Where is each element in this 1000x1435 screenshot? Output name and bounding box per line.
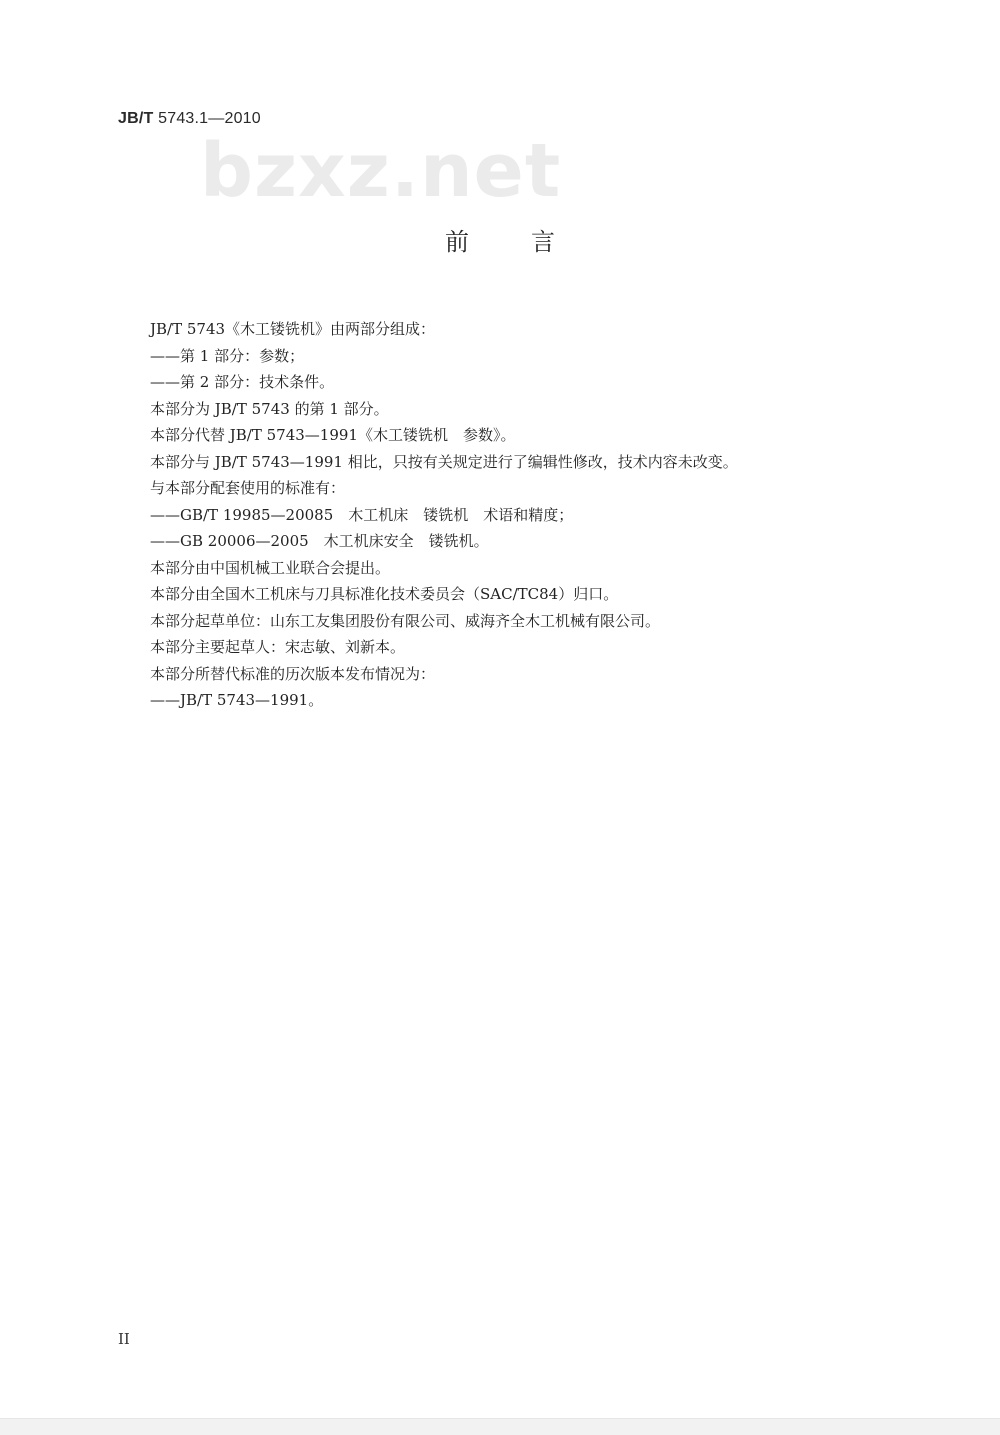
- paragraph-line: 本部分由中国机械工业联合会提出。: [150, 558, 391, 577]
- standard-code: [118, 110, 261, 128]
- paragraph-line: 本部分由全国木工机床与刀具标准化技术委员会（SAC/TC84）归口。: [150, 585, 619, 603]
- standard-prefix: JB/T: [118, 110, 154, 127]
- foreword-body: [150, 316, 870, 714]
- paragraph-line: 本部分为 JB/T 5743 的第 1 部分。: [150, 399, 389, 418]
- viewer-bottom-bar: [0, 1418, 1000, 1435]
- paragraph-line: 本部分起草单位：山东工友集团股份有限公司、威海齐全木工机械有限公司。: [150, 611, 661, 630]
- standard-number: 5743.1—2010: [153, 110, 261, 127]
- page-title: 前言: [445, 228, 617, 256]
- paragraph-line: ——GB/T 19985—20085 木工机床 镂铣机 术语和精度；: [150, 505, 574, 524]
- paragraph-line: ——GB 20006—2005 木工机床安全 镂铣机。: [150, 532, 489, 550]
- paragraph-line: 本部分代替 JB/T 5743—1991《木工镂铣机 参数》。: [150, 426, 516, 444]
- watermark: bzxz.net: [200, 128, 562, 214]
- paragraph-line: JB/T 5743《木工镂铣机》由两部分组成：: [150, 320, 436, 338]
- paragraph-line: 本部分主要起草人：宋志敏、刘新本。: [150, 638, 406, 656]
- paragraph-line: 本部分与 JB/T 5743—1991 相比，只按有关规定进行了编辑性修改，技术内容未改变。: [150, 452, 738, 471]
- paragraph-line: ——JB/T 5743—1991。: [150, 691, 324, 709]
- paragraph-line: ——第 2 部分：技术条件。: [150, 373, 335, 391]
- page-number: II: [118, 1330, 130, 1348]
- paragraph-line: ——第 1 部分：参数；: [150, 346, 305, 365]
- paragraph-line: 本部分所替代标准的历次版本发布情况为：: [150, 664, 436, 683]
- paragraph-line: 与本部分配套使用的标准有：: [150, 479, 346, 497]
